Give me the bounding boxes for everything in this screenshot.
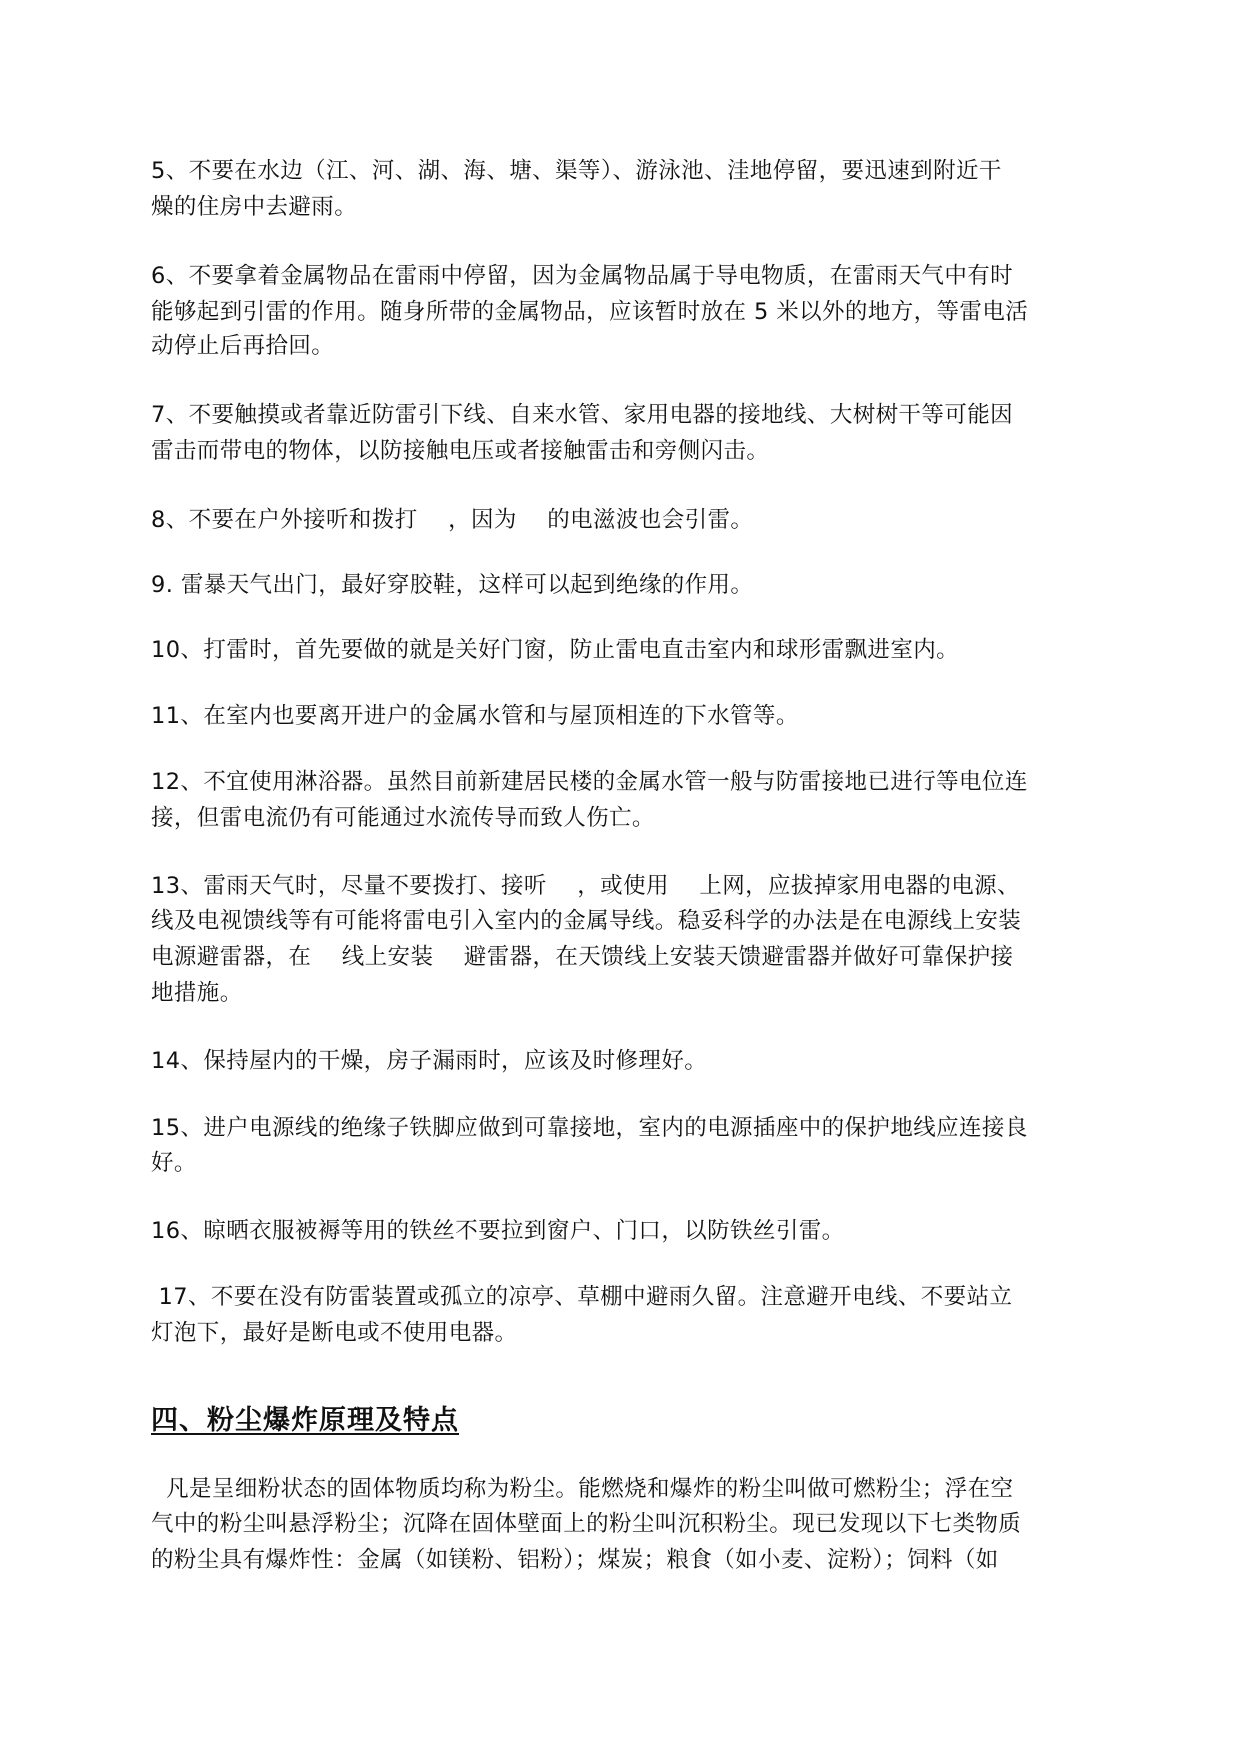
text-line: 电源避雷器，在 线上安装 避雷器，在天馈线上安装天馈避雷器并做好可靠保护接: [151, 944, 1014, 970]
text-line: 能够起到引雷的作用。随身所带的金属物品，应该暂时放在 5 米以外的地方，等雷电活: [151, 299, 1029, 325]
text-line: 5、不要在水边（江、河、湖、海、塘、渠等）、游泳池、洼地停留，要迅速到附近干: [151, 158, 1002, 184]
section-heading: 四、粉尘爆炸原理及特点: [151, 1405, 459, 1436]
text-line: 接，但雷电流仍有可能通过水流传导而致人伤亡。: [151, 805, 655, 831]
text-line: 10、打雷时，首先要做的就是关好门窗，防止雷电直击室内和球形雷飘进室内。: [151, 637, 960, 663]
text-line: 好。: [151, 1150, 197, 1176]
text-line: 雷击而带电的物体，以防接触电压或者接触雷击和旁侧闪击。: [151, 438, 770, 464]
text-line: 气中的粉尘叫悬浮粉尘；沉降在固体壁面上的粉尘叫沉积粉尘。现已发现以下七类物质: [151, 1511, 1022, 1537]
text-line: 6、不要拿着金属物品在雷雨中停留，因为金属物品属于导电物质，在雷雨天气中有时: [151, 263, 1014, 289]
text-line: 8、不要在户外接听和拨打 ，因为 的电滋波也会引雷。: [151, 507, 754, 533]
text-line: 9. 雷暴天气出门，最好穿胶鞋，这样可以起到绝缘的作用。: [151, 572, 754, 598]
text-line: 13、雷雨天气时，尽量不要拨打、接听 ，或使用 上网，应拔掉家用电器的电源、: [151, 873, 1020, 899]
text-line: 17、不要在没有防雷装置或孤立的凉亭、草棚中避雨久留。注意避开电线、不要站立: [151, 1284, 1013, 1310]
text-line: 灯泡下，最好是断电或不使用电器。: [151, 1320, 518, 1346]
text-line: 的粉尘具有爆炸性：金属（如镁粉、铝粉）；煤炭；粮食（如小麦、淀粉）；饲料（如: [151, 1547, 999, 1573]
text-line: 15、进户电源线的绝缘子铁脚应做到可靠接地，室内的电源插座中的保护地线应连接良: [151, 1115, 1028, 1141]
text-line: 12、不宜使用淋浴器。虽然目前新建居民楼的金属水管一般与防雷接地已进行等电位连: [151, 769, 1028, 795]
text-line: 7、不要触摸或者靠近防雷引下线、自来水管、家用电器的接地线、大树树干等可能因: [151, 402, 1014, 428]
text-line: 14、保持屋内的干燥，房子漏雨时，应该及时修理好。: [151, 1048, 708, 1074]
text-line: 11、在室内也要离开进户的金属水管和与屋顶相连的下水管等。: [151, 703, 799, 729]
text-line: 线及电视馈线等有可能将雷电引入室内的金属导线。稳妥科学的办法是在电源线上安装: [151, 908, 1022, 934]
text-line: 燥的住房中去避雨。: [151, 194, 358, 220]
text-line: 地措施。: [151, 980, 243, 1006]
text-line: 16、晾晒衣服被褥等用的铁丝不要拉到窗户、门口，以防铁丝引雷。: [151, 1218, 845, 1244]
text-line: 凡是呈细粉状态的固体物质均称为粉尘。能燃烧和爆炸的粉尘叫做可燃粉尘；浮在空: [151, 1476, 1014, 1502]
text-line: 动停止后再拾回。: [151, 333, 335, 359]
